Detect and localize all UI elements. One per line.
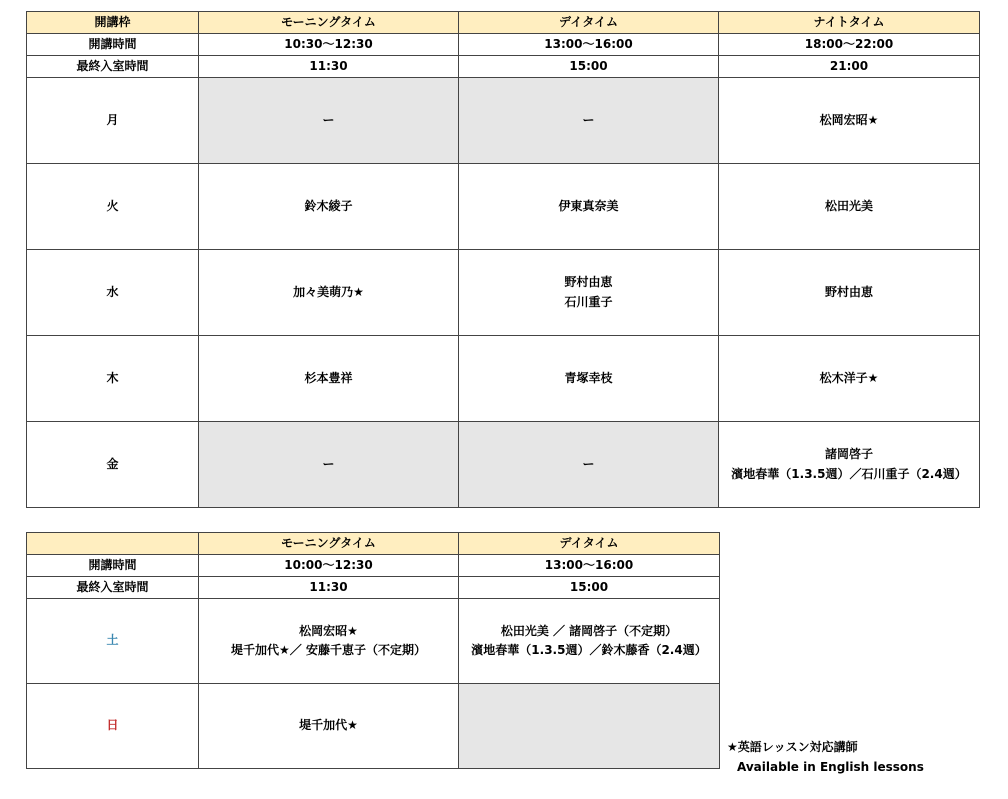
header-slot-label: 開講枠 xyxy=(27,12,199,34)
cell-wednesday-morning: 加々美萌乃★ xyxy=(199,250,459,336)
cell-monday-night: 松岡宏昭★ xyxy=(719,78,980,164)
cell-thursday-day: 青塚幸枝 xyxy=(459,336,719,422)
header-day: デイタイム xyxy=(459,12,719,34)
last-entry-morning: 11:30 xyxy=(199,56,459,78)
cell-wednesday-night: 野村由恵 xyxy=(719,250,980,336)
cell-wednesday-day: 野村由恵 石川重子 xyxy=(459,250,719,336)
cell-sunday-morning: 堤千加代★ xyxy=(199,684,459,769)
weekend-header-day: デイタイム xyxy=(459,533,720,555)
weekend-hours-row xyxy=(27,555,720,577)
day-label-friday: 金 xyxy=(27,422,199,508)
last-entry-night: 21:00 xyxy=(719,56,980,78)
weekend-hours-morning: 10:00～12:30 xyxy=(199,555,459,577)
cell-tuesday-day: 伊東真奈美 xyxy=(459,164,719,250)
header-night: ナイトタイム xyxy=(719,12,980,34)
last-entry-label: 最終入室時間 xyxy=(27,56,199,78)
cell-friday-night: 諸岡啓子 濱地春華（1.3.5週）／石川重子（2.4週） xyxy=(719,422,980,508)
table-row-friday xyxy=(27,422,980,508)
day-label-wednesday: 水 xyxy=(27,250,199,336)
day-label-sunday: 日 xyxy=(27,684,199,769)
table-row-tuesday xyxy=(27,164,980,250)
cell-thursday-night: 松木洋子★ xyxy=(719,336,980,422)
day-label-monday: 月 xyxy=(27,78,199,164)
weekday-header-row xyxy=(27,12,980,34)
weekend-header-morning: モーニングタイム xyxy=(199,533,459,555)
weekday-hours-row xyxy=(27,34,980,56)
weekend-schedule-table xyxy=(26,532,720,769)
cell-saturday-day: 松田光美 ／ 諸岡啓子（不定期） 濱地春華（1.3.5週）／鈴木藤香（2.4週） xyxy=(459,599,720,684)
header-morning: モーニングタイム xyxy=(199,12,459,34)
hours-label: 開講時間 xyxy=(27,34,199,56)
hours-day: 13:00～16:00 xyxy=(459,34,719,56)
weekend-last-entry-day: 15:00 xyxy=(459,577,720,599)
last-entry-day: 15:00 xyxy=(459,56,719,78)
cell-tuesday-night: 松田光美 xyxy=(719,164,980,250)
table-row-thursday xyxy=(27,336,980,422)
weekend-header-row xyxy=(27,533,720,555)
cell-sunday-day xyxy=(459,684,720,769)
day-label-tuesday: 火 xyxy=(27,164,199,250)
table-row-wednesday xyxy=(27,250,980,336)
table-row-sunday xyxy=(27,684,720,769)
day-label-thursday: 木 xyxy=(27,336,199,422)
cell-friday-day: ー xyxy=(459,422,719,508)
table-row-monday xyxy=(27,78,980,164)
cell-thursday-morning: 杉本豊祥 xyxy=(199,336,459,422)
weekend-header-slot-label xyxy=(27,533,199,555)
day-label-saturday: 土 xyxy=(27,599,199,684)
cell-monday-morning: ー xyxy=(199,78,459,164)
weekend-hours-label: 開講時間 xyxy=(27,555,199,577)
legend-note-japanese: ★英語レッスン対応講師 xyxy=(727,740,858,754)
weekend-last-entry-label: 最終入室時間 xyxy=(27,577,199,599)
legend-note-english: Available in English lessons xyxy=(737,760,924,774)
weekend-hours-day: 13:00～16:00 xyxy=(459,555,720,577)
weekend-last-entry-morning: 11:30 xyxy=(199,577,459,599)
cell-tuesday-morning: 鈴木綾子 xyxy=(199,164,459,250)
table-row-saturday xyxy=(27,599,720,684)
cell-monday-day: ー xyxy=(459,78,719,164)
legend-note xyxy=(727,737,924,777)
cell-saturday-morning: 松岡宏昭★ 堤千加代★／ 安藤千恵子（不定期） xyxy=(199,599,459,684)
weekend-last-entry-row xyxy=(27,577,720,599)
weekday-schedule-table xyxy=(26,11,980,508)
hours-morning: 10:30～12:30 xyxy=(199,34,459,56)
cell-friday-morning: ー xyxy=(199,422,459,508)
weekday-last-entry-row xyxy=(27,56,980,78)
hours-night: 18:00～22:00 xyxy=(719,34,980,56)
